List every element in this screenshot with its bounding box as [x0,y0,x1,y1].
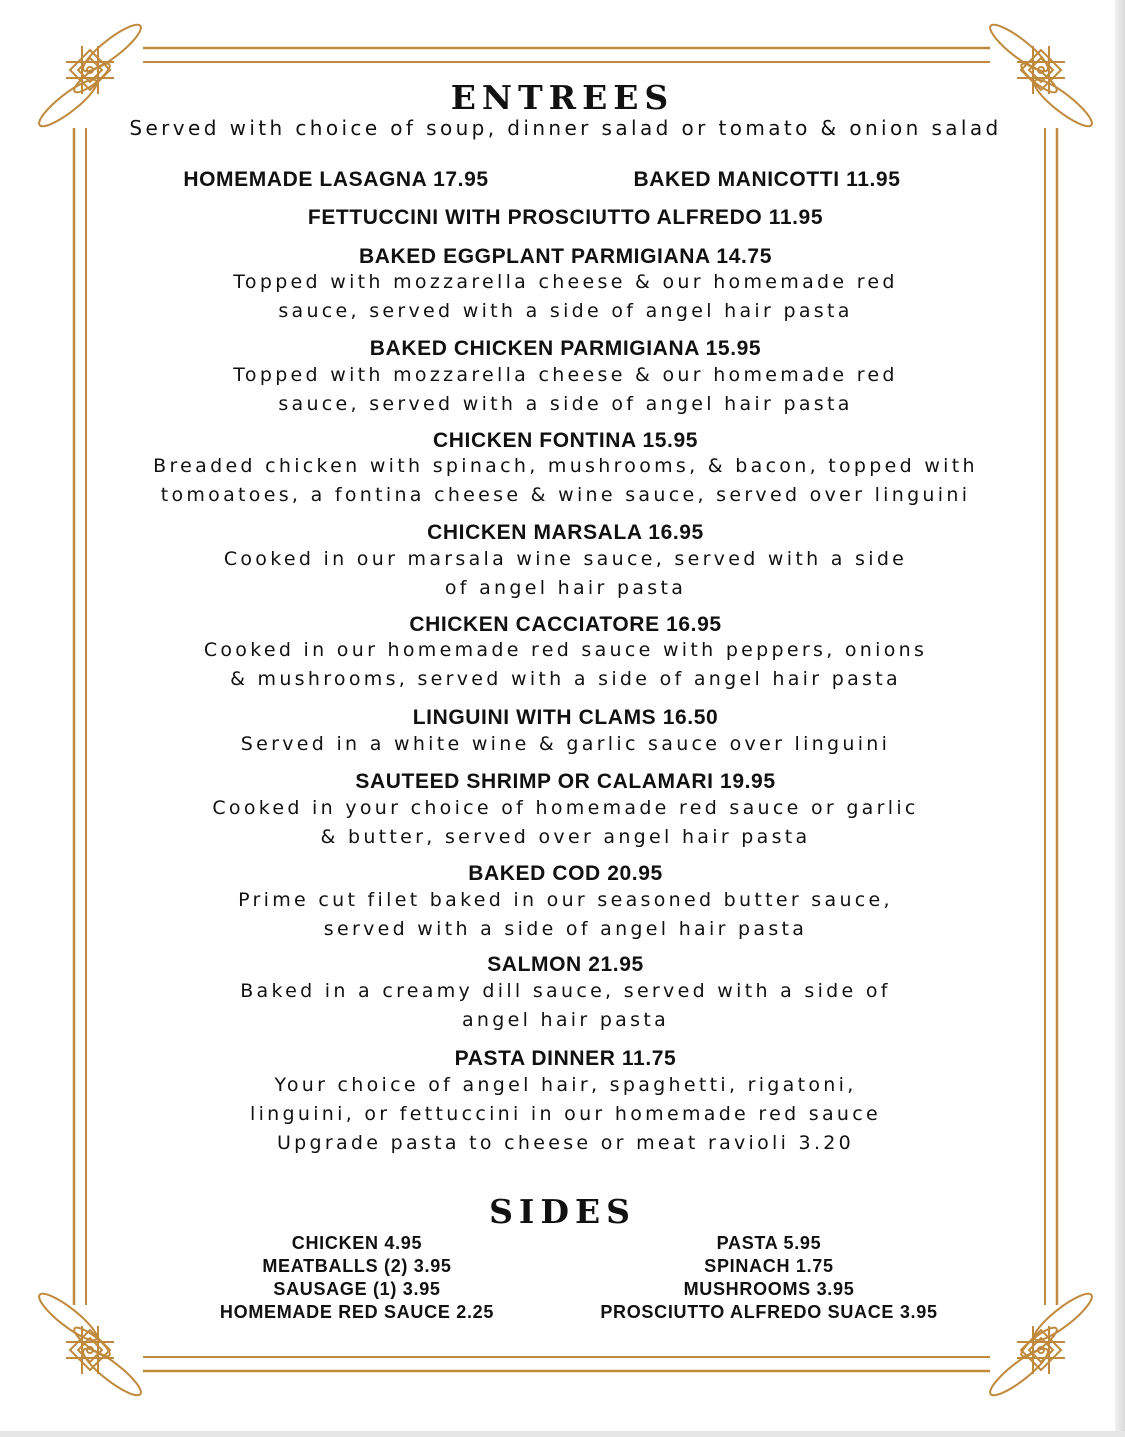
side-item: SAUSAGE (1) 3.95 [273,1279,441,1299]
entree-salmon-description: Baked in a creamy dill sauce, served with a side of angel hair pasta [240,980,891,1031]
entree-chicken-parm-description: Topped with mozzarella cheese & our homemade red sauce, served with a side of angel hair pasta [233,364,898,415]
entrees-tagline: Served with choice of soup, dinner salad or tomato & onion salad [129,116,1002,140]
entree-pasta-dinner-title: PASTA DINNER 11.75 [454,1047,677,1070]
entree-marsala-title: CHICKEN MARSALA 16.95 [427,521,704,544]
corner-ornament-bottom-left-icon [34,1288,146,1402]
entree-eggplant-title: BAKED EGGPLANT PARMIGIANA 14.75 [359,245,772,268]
side-item: PROSCIUTTO ALFREDO SUACE 3.95 [600,1302,938,1322]
entree-fontina-title: CHICKEN FONTINA 15.95 [432,429,699,452]
entree-shrimp-title: SAUTEED SHRIMP OR CALAMARI 19.95 [355,770,776,793]
entree-clams-title: LINGUINI WITH CLAMS 16.50 [412,706,719,729]
entrees-heading: ENTREES [450,78,675,117]
entree-fontina-description: Breaded chicken with spinach, mushrooms, & bacon, topped with tomoatoes, a fontina cheese & wine sauce, served over linguini [153,455,978,506]
entree-marsala-description: Cooked in our marsala wine sauce, served with a side of angel hair pasta [223,548,908,599]
entree-eggplant-description: Topped with mozzarella cheese & our homemade red sauce, served with a side of angel hair pasta [233,271,898,322]
side-item: MEATBALLS (2) 3.95 [262,1256,452,1276]
entree-cacciatore-description: Cooked in our homemade red sauce with peppers, onions & mushrooms, served with a side of angel hair pasta [203,639,928,690]
corner-ornament-bottom-right-icon [985,1288,1097,1402]
entree-cacciatore-title: CHICKEN CACCIATORE 16.95 [409,613,722,636]
entree-fettuccini-title: FETTUCCINI WITH PROSCIUTTO ALFREDO 11.95 [307,206,824,229]
entree-chicken-parm-title: BAKED CHICKEN PARMIGIANA 15.95 [369,337,762,360]
entree-pasta-dinner-description: Your choice of angel hair, spaghetti, rigatoni, linguini, or fettuccini in our homemade red sauce Upgrade pasta to cheese or meat ravioli 3.20 [250,1074,881,1154]
entree-shrimp-description: Cooked in your choice of homemade red sauce or garlic & butter, served over angel hair pasta [212,797,919,848]
side-item: SPINACH 1.75 [704,1256,834,1276]
entree-salmon-title: SALMON 21.95 [487,953,644,976]
side-item: HOMEMADE RED SAUCE 2.25 [219,1302,495,1322]
side-item: MUSHROOMS 3.95 [683,1279,855,1299]
entree-lasagna-title: HOMEMADE LASAGNA 17.95 [183,168,489,191]
entree-cod-description: Prime cut filet baked in our seasoned butter sauce, served with a side of angel hair pasta [238,889,893,940]
entree-clams-description: Served in a white wine & garlic sauce over linguini [240,733,891,755]
sides-left-column [170,1232,544,1324]
side-item: CHICKEN 4.95 [291,1233,423,1253]
sides-right-column [564,1232,974,1324]
sides-heading: SIDES [489,1192,636,1231]
side-item: PASTA 5.95 [716,1233,822,1253]
entree-cod-title: BAKED COD 20.95 [468,862,663,885]
entree-manicotti-title: BAKED MANICOTTI 11.95 [633,168,901,191]
